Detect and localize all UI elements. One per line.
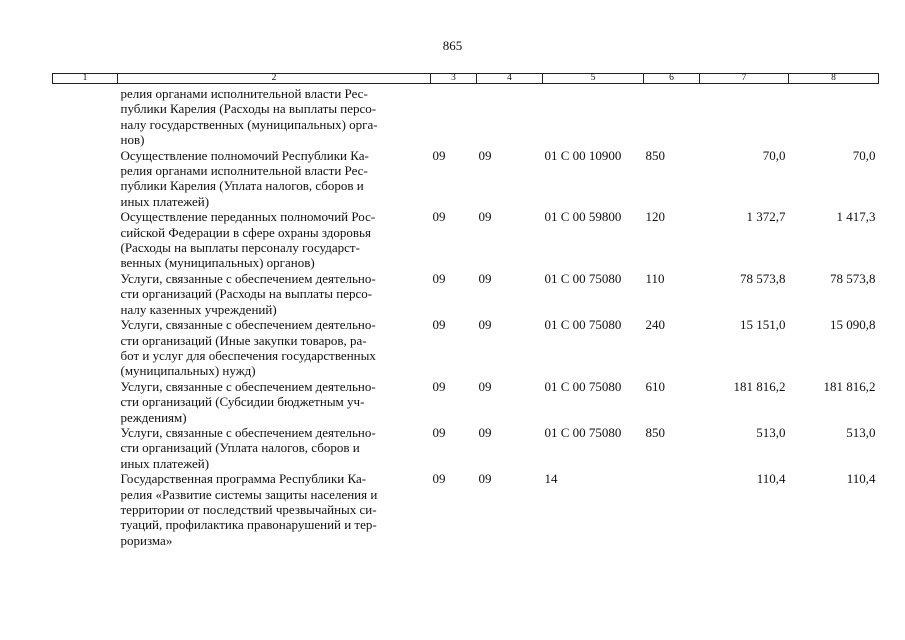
column-header-1: 1 <box>53 74 118 84</box>
amount-cell-year2: 181 816,2 <box>823 378 876 394</box>
column-header-3: 3 <box>431 74 477 84</box>
expense-type-cell: 610 <box>645 378 665 394</box>
description-line: Осуществление переданных полномочий Рос- <box>120 209 376 225</box>
description-line: налу государственных (муниципальных) орга- <box>120 116 378 132</box>
subsection-code-cell <box>477 84 543 148</box>
description-line: туаций, профилактика правонарушений и тер- <box>120 517 377 533</box>
target-article-cell: 01 С 00 75080 <box>544 270 622 286</box>
row-number-cell <box>53 317 118 379</box>
subsection-code-cell: 09 <box>478 147 492 163</box>
table-row <box>53 271 879 317</box>
description-line: Услуги, связанные с обеспечением деятельно- <box>120 317 376 333</box>
expense-type-cell <box>644 84 700 148</box>
description-line: бот и услуг для обеспечения государственных <box>120 347 376 363</box>
column-header-4: 4 <box>477 74 543 84</box>
section-code-cell: 09 <box>432 209 446 225</box>
description-line: роризма» <box>120 532 173 548</box>
page-number: 865 <box>442 38 463 53</box>
amount-cell-year1: 70,0 <box>762 147 786 163</box>
description-line: Услуги, связанные с обеспечением деятельно- <box>120 378 376 394</box>
column-header-5: 5 <box>543 74 644 84</box>
subsection-code-cell: 09 <box>478 424 492 440</box>
description-line: нов) <box>120 132 145 148</box>
subsection-code-cell: 09 <box>478 471 492 487</box>
description-line: территории от последствий чрезвычайных си- <box>120 501 377 517</box>
expense-type-cell: 120 <box>645 209 665 225</box>
expense-type-cell: 240 <box>645 317 665 333</box>
target-article-cell: 14 <box>544 471 558 487</box>
target-article-cell: 01 С 00 75080 <box>544 378 622 394</box>
amount-cell-year1: 513,0 <box>756 424 786 440</box>
description-cell <box>118 425 431 471</box>
target-article-cell <box>543 84 644 148</box>
amount-cell-year1 <box>700 84 789 148</box>
table-row <box>53 317 879 379</box>
amount-cell-year2: 1 417,3 <box>836 209 876 225</box>
table-row <box>53 84 879 148</box>
expense-type-cell: 110 <box>645 270 665 286</box>
description-cell <box>118 317 431 379</box>
amount-cell-year2: 513,0 <box>846 424 876 440</box>
column-header-2: 2 <box>118 74 431 84</box>
row-number-cell <box>53 209 118 271</box>
description-line: венных (муниципальных) органов) <box>120 255 315 271</box>
section-code-cell: 09 <box>432 378 446 394</box>
subsection-code-cell: 09 <box>478 209 492 225</box>
description-cell <box>118 84 431 148</box>
column-number-header-row <box>53 74 879 84</box>
expense-type-cell: 850 <box>645 147 665 163</box>
budget-table <box>52 73 879 548</box>
description-line: сти организаций (Уплата налогов, сборов и <box>120 440 360 456</box>
amount-cell-year1: 15 151,0 <box>740 317 786 333</box>
amount-cell-year2: 15 090,8 <box>830 317 876 333</box>
column-header-8: 8 <box>789 74 879 84</box>
description-line: Услуги, связанные с обеспечением деятельно- <box>120 270 376 286</box>
row-number-cell <box>53 84 118 148</box>
description-cell <box>118 209 431 271</box>
table-row <box>53 379 879 425</box>
subsection-code-cell: 09 <box>478 378 492 394</box>
description-line: Государственная программа Республики Ка- <box>120 471 367 487</box>
row-number-cell <box>53 148 118 210</box>
row-number-cell <box>53 271 118 317</box>
description-line: релия органами исполнительной власти Рес- <box>120 163 368 179</box>
description-line: сти организаций (Иные закупки товаров, ра- <box>120 332 367 348</box>
row-number-cell <box>53 425 118 471</box>
target-article-cell: 01 С 00 75080 <box>544 317 622 333</box>
amount-cell-year2 <box>789 84 879 148</box>
amount-cell-year1: 1 372,7 <box>746 209 786 225</box>
amount-cell-year1: 110,4 <box>756 471 786 487</box>
amount-cell-year1: 78 573,8 <box>740 270 786 286</box>
description-line: Услуги, связанные с обеспечением деятельно- <box>120 424 376 440</box>
description-line: налу казенных учреждений) <box>120 301 277 317</box>
description-line: сти организаций (Субсидии бюджетным уч- <box>120 394 365 410</box>
subsection-code-cell: 09 <box>478 317 492 333</box>
row-number-cell <box>53 379 118 425</box>
description-line: сийской Федерации в сфере охраны здоровья <box>120 224 371 240</box>
section-code-cell <box>431 84 477 148</box>
expense-type-cell: 850 <box>645 424 665 440</box>
section-code-cell: 09 <box>432 471 446 487</box>
section-code-cell: 09 <box>432 147 446 163</box>
description-line: релия органами исполнительной власти Рес- <box>120 86 368 101</box>
table-row <box>53 148 879 210</box>
description-line: иных платежей) <box>120 455 210 471</box>
target-article-cell: 01 С 00 75080 <box>544 424 622 440</box>
amount-cell-year2: 110,4 <box>846 471 876 487</box>
section-code-cell: 09 <box>432 424 446 440</box>
target-article-cell: 01 С 00 59800 <box>544 209 622 225</box>
description-line: сти организаций (Расходы на выплаты персо- <box>120 286 373 302</box>
target-article-cell: 01 С 00 10900 <box>544 147 622 163</box>
description-line: иных платежей) <box>120 193 210 209</box>
table-row <box>53 471 879 548</box>
column-header-6: 6 <box>644 74 700 84</box>
description-cell <box>118 148 431 210</box>
description-line: (Расходы на выплаты персоналу государст- <box>120 240 360 256</box>
description-cell <box>118 471 431 548</box>
column-header-7: 7 <box>700 74 789 84</box>
section-code-cell: 09 <box>432 270 446 286</box>
description-line: публики Карелия (Уплата налогов, сборов и <box>120 178 364 194</box>
amount-cell-year1: 181 816,2 <box>733 378 786 394</box>
description-line: релия «Развитие системы защиты населения и <box>120 486 378 502</box>
row-number-cell <box>53 471 118 548</box>
expense-type-cell <box>644 471 700 548</box>
description-cell <box>118 271 431 317</box>
description-cell <box>118 379 431 425</box>
description-line: (муниципальных) нужд) <box>120 363 256 379</box>
subsection-code-cell: 09 <box>478 270 492 286</box>
table-row <box>53 425 879 471</box>
amount-cell-year2: 70,0 <box>852 147 876 163</box>
amount-cell-year2: 78 573,8 <box>830 270 876 286</box>
section-code-cell: 09 <box>432 317 446 333</box>
description-line: публики Карелия (Расходы на выплаты персо- <box>120 101 377 117</box>
description-line: Осуществление полномочий Республики Ка- <box>120 147 369 163</box>
description-line: реждениям) <box>120 409 187 425</box>
table-row <box>53 209 879 271</box>
